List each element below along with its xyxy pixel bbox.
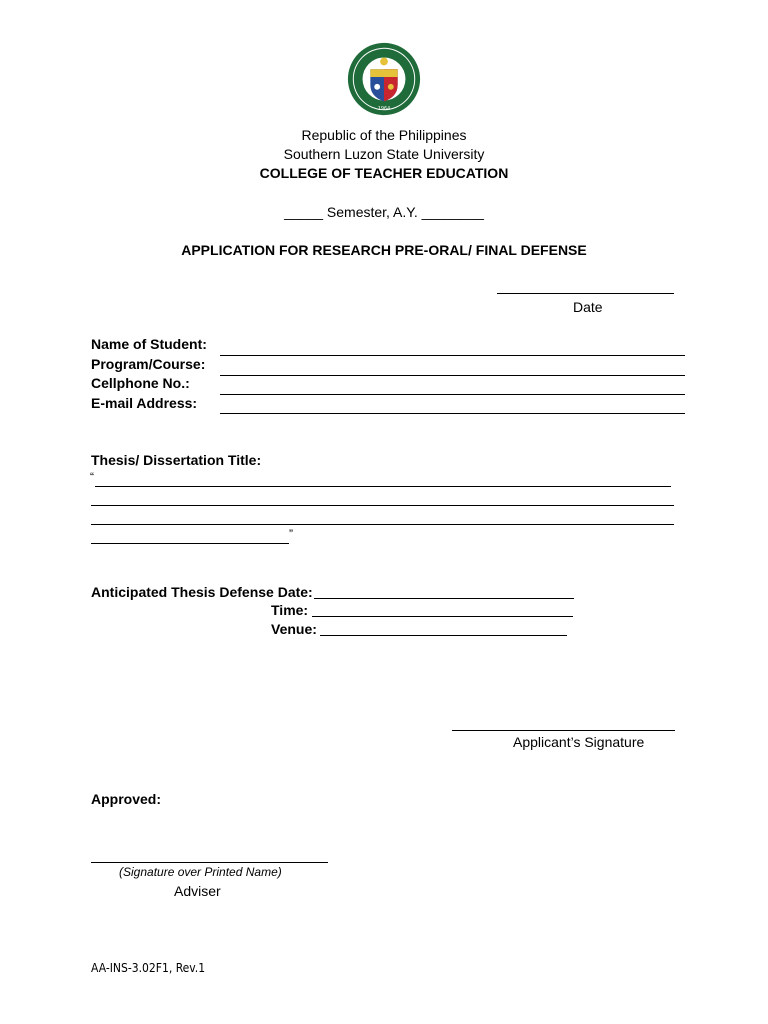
- program-course-field[interactable]: [220, 375, 685, 376]
- date-label: Date: [573, 299, 603, 315]
- signature-printed-name-label: (Signature over Printed Name): [119, 865, 282, 879]
- email-field[interactable]: [220, 413, 685, 414]
- defense-time-label: Time:: [271, 602, 309, 618]
- form-code-footer: AA-INS-3.02F1, Rev.1: [91, 961, 206, 975]
- thesis-close-quote: ”: [289, 527, 293, 541]
- thesis-title-line-3[interactable]: [91, 524, 674, 525]
- form-title: APPLICATION FOR RESEARCH PRE-ORAL/ FINAL DEFENSE: [181, 242, 587, 258]
- applicant-signature-line[interactable]: [452, 730, 675, 731]
- university-seal-logo: [345, 40, 423, 118]
- date-blank-line[interactable]: [497, 293, 674, 294]
- thesis-title-line-1[interactable]: [95, 486, 671, 487]
- defense-date-field[interactable]: [314, 598, 574, 599]
- adviser-label: Adviser: [174, 883, 221, 899]
- cellphone-field[interactable]: [220, 394, 685, 395]
- svg-text:1964: 1964: [377, 106, 391, 113]
- cellphone-label: Cellphone No.:: [91, 375, 190, 391]
- thesis-title-label: Thesis/ Dissertation Title:: [91, 452, 262, 468]
- name-of-student-field[interactable]: [220, 355, 685, 356]
- semester-line: _____ Semester, A.Y. ________: [284, 204, 484, 220]
- applicant-signature-label: Applicant’s Signature: [513, 734, 645, 750]
- university-heading: Southern Luzon State University: [283, 146, 485, 162]
- defense-venue-field[interactable]: [320, 635, 567, 636]
- thesis-title-line-4[interactable]: [91, 543, 289, 544]
- defense-venue-label: Venue:: [271, 621, 317, 637]
- thesis-title-line-2[interactable]: [91, 505, 674, 506]
- name-of-student-label: Name of Student:: [91, 336, 207, 352]
- republic-heading: Republic of the Philippines: [301, 127, 467, 143]
- email-label: E-mail Address:: [91, 395, 198, 411]
- thesis-open-quote: “: [90, 470, 94, 484]
- defense-date-label: Anticipated Thesis Defense Date:: [91, 584, 313, 600]
- approved-label: Approved:: [91, 791, 161, 807]
- program-course-label: Program/Course:: [91, 356, 206, 372]
- defense-time-field[interactable]: [312, 616, 573, 617]
- college-heading: COLLEGE OF TEACHER EDUCATION: [259, 165, 509, 181]
- adviser-signature-line[interactable]: [91, 862, 328, 863]
